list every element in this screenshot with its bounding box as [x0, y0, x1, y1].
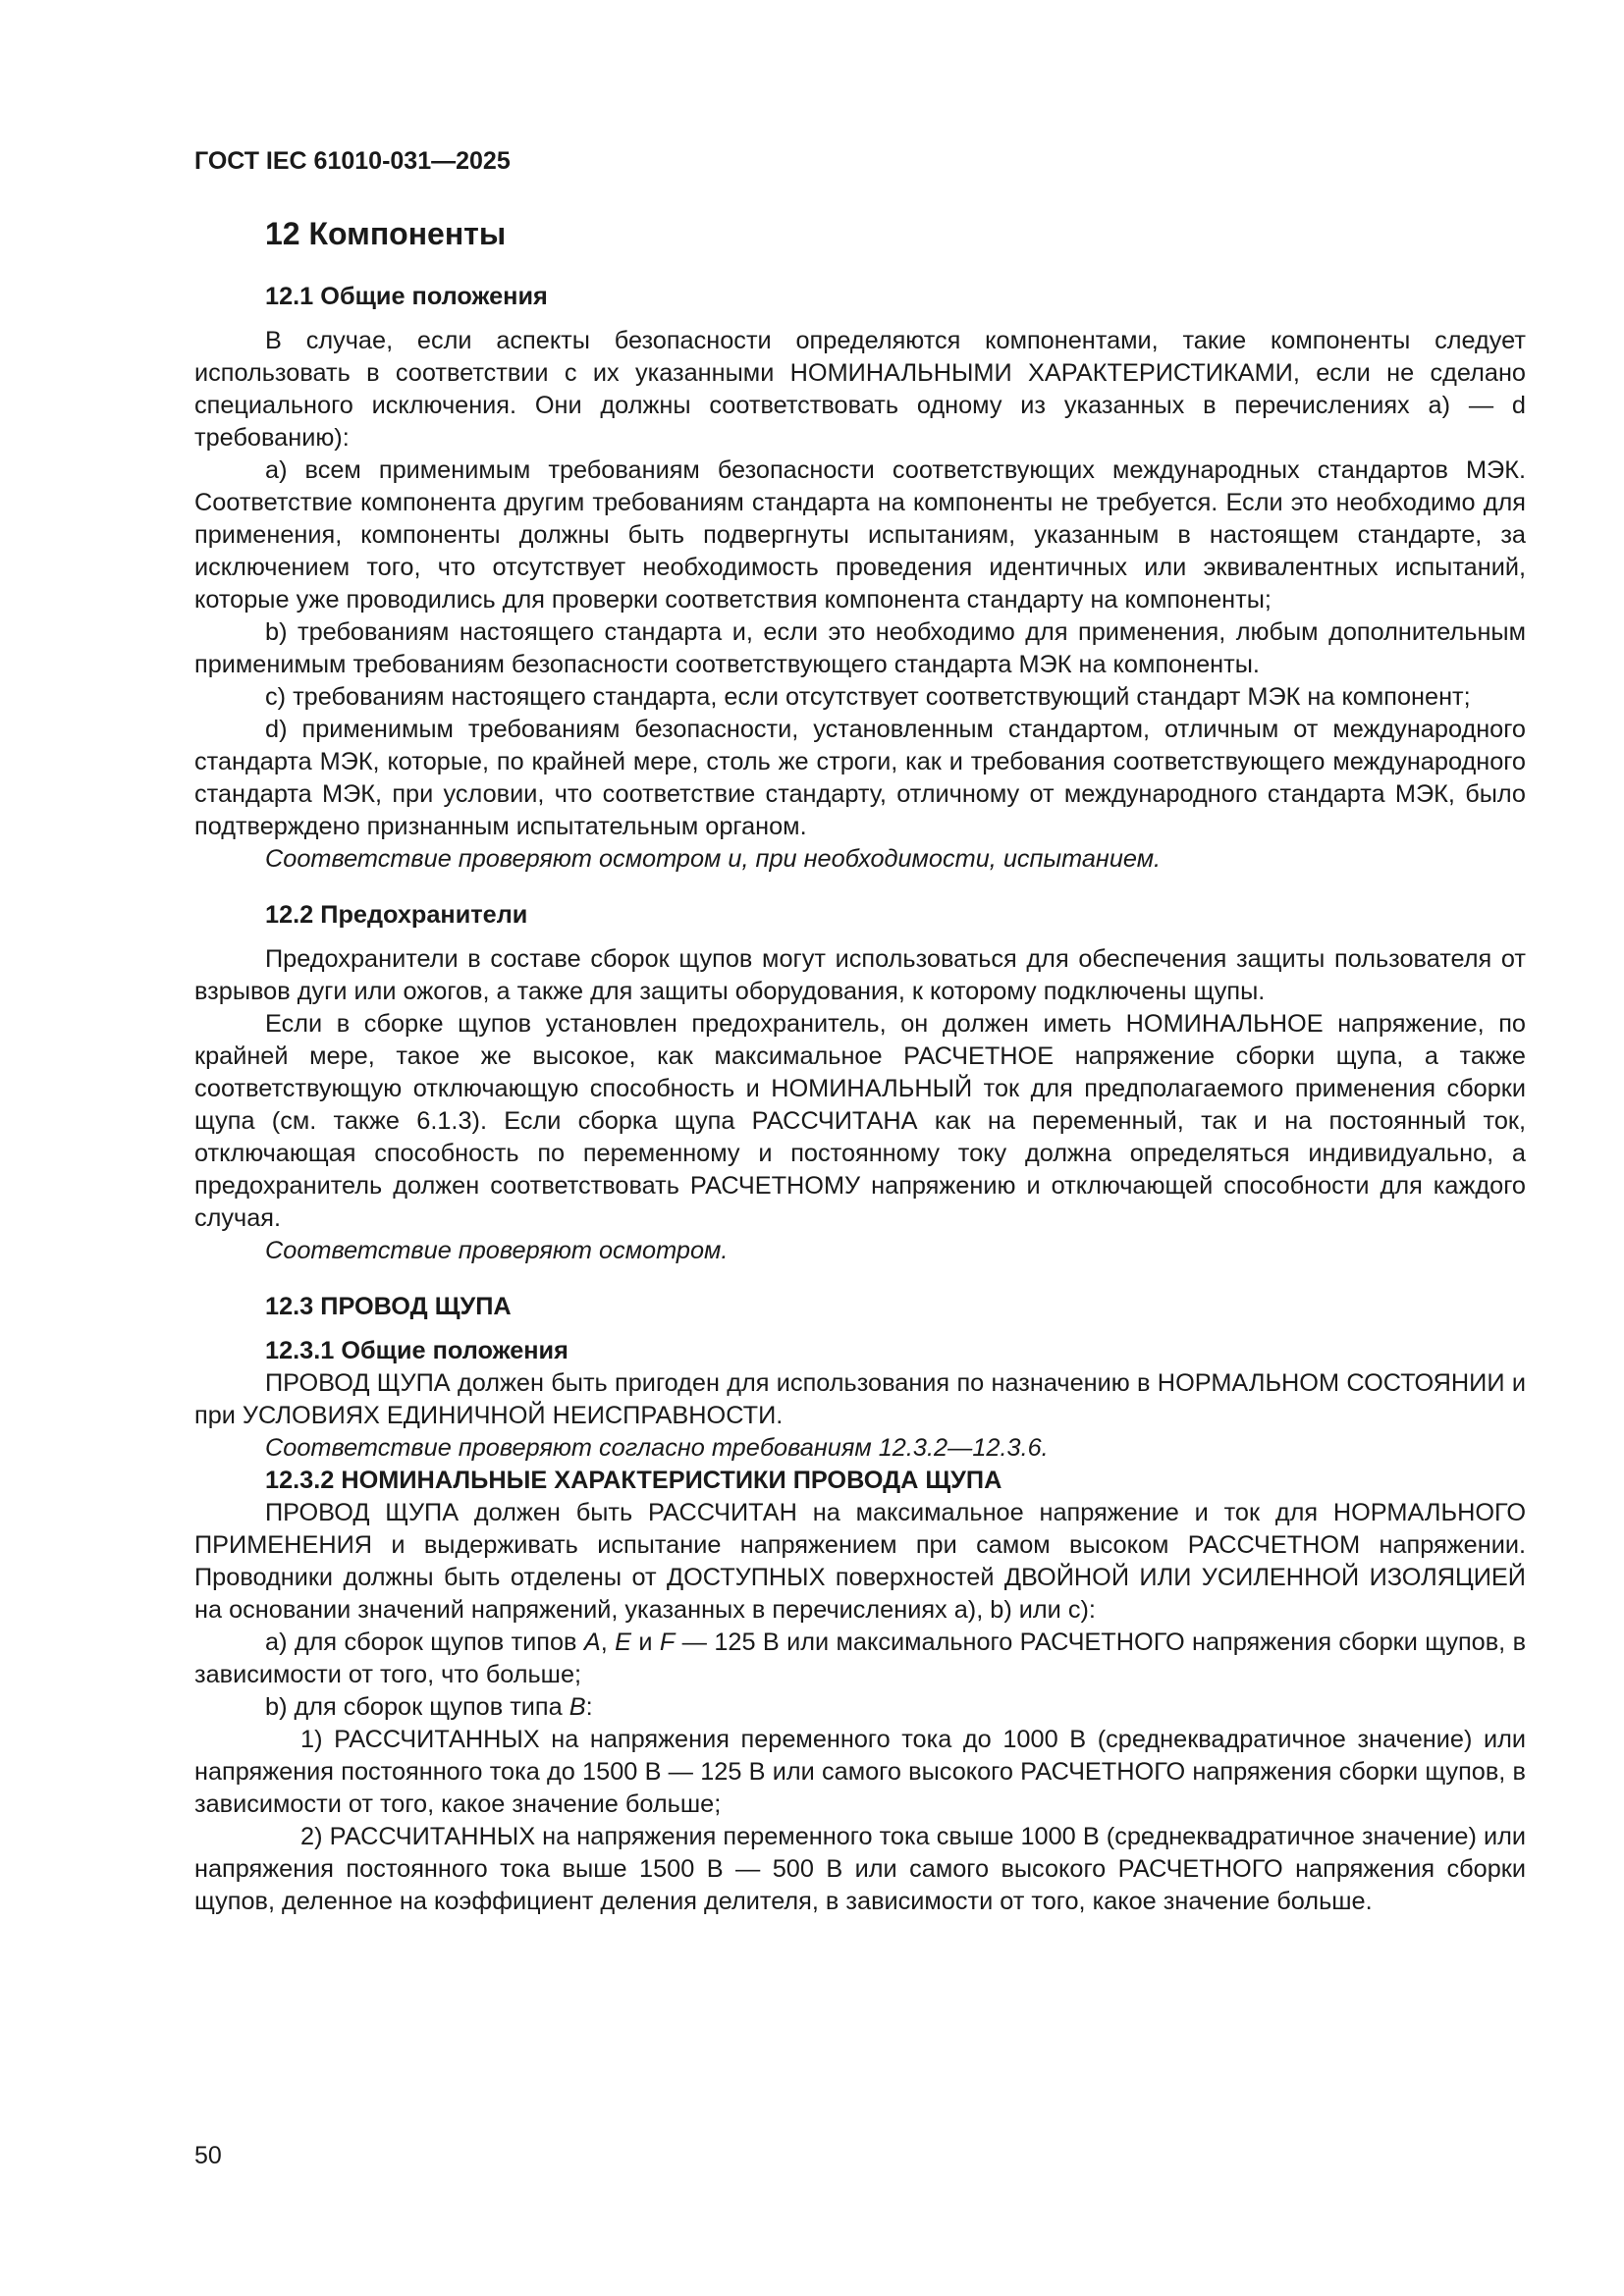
paragraph: Предохранители в составе сборок щупов могут использоваться для обеспечения защиты пользователя от взрывов дуги или ожогов, а также для защиты оборудования, к которому подключены щупы.	[194, 945, 1526, 1005]
section-12-3-2-title: 12.3.2 НОМИНАЛЬНЫЕ ХАРАКТЕРИСТИКИ ПРОВОДА ЩУПА	[265, 1467, 1002, 1494]
paragraph: ПРОВОД ЩУПА должен быть пригоден для использования по назначению в НОРМАЛЬНОМ СОСТОЯНИИ и при УСЛОВИЯХ ЕДИНИЧНОЙ НЕИСПРАВНОСТИ.	[194, 1369, 1526, 1429]
section-12-title: 12 Компоненты	[265, 216, 507, 251]
sub-list-item-1: 1) РАССЧИТАННЫХ на напряжения переменного тока до 1000 В (среднеквадратичное значение) или напряжения постоянного тока до 1500 В — 125 В или самого высокого РАСЧЕТНОГО напряжения сборки щупов, в зависимости от того, какое значение больше;	[194, 1726, 1526, 1818]
section-12-3-1-title: 12.3.1 Общие положения	[265, 1337, 568, 1364]
compliance-note: Соответствие проверяют осмотром.	[265, 1237, 729, 1264]
paragraph: Если в сборке щупов установлен предохранитель, он должен иметь НОМИНАЛЬНОЕ напряжение, по крайней мере, такое же высокое, как максимальное РАСЧЕТНОЕ напряжение сборки щупа, а также соответствующую отключающую способность и НОМИНАЛЬНЫЙ ток для предполагаемого применения сборки щупа (см. также 6.1.3). Если сборка щупа РАССЧИТАНА как на переменный, так и на постоянный ток, отключающая способность по переменному и постоянному току должна определяться индивидуально, а предохранитель должен соответствовать РАСЧЕТНОМУ напряжению и отключающей способности для каждого случая.	[194, 1010, 1526, 1232]
section-12-1-title: 12.1 Общие положения	[265, 283, 548, 310]
sub-list-item-2: 2) РАССЧИТАННЫХ на напряжения переменного тока свыше 1000 В (среднеквадратичное значение) или напряжения постоянного тока выше 1500 В — 500 В или самого высокого РАСЧЕТНОГО напряжения сборки щупов, деленное на коэффициент деления делителя, в зависимости от того, какое значение больше.	[194, 1823, 1526, 1915]
section-12-2-title: 12.2 Предохранители	[265, 901, 528, 929]
page-number: 50	[194, 2142, 222, 2169]
section-12-3-title: 12.3 ПРОВОД ЩУПА	[265, 1293, 512, 1320]
list-item-b: b) требованиям настоящего стандарта и, если это необходимо для применения, любым дополнительным применимым требованиям безопасности соответствующего стандарта МЭК на компоненты.	[194, 618, 1526, 678]
page-content	[194, 214, 1526, 1918]
compliance-note: Соответствие проверяют согласно требованиям 12.3.2—12.3.6.	[265, 1434, 1049, 1462]
list-item-b: b) для сборок щупов типа B:	[265, 1693, 593, 1721]
list-item-c: c) требованиям настоящего стандарта, если отсутствует соответствующий стандарт МЭК на компонент;	[265, 683, 1471, 711]
list-item-a: a) для сборок щупов типов A, E и F — 125 В или максимального РАСЧЕТНОГО напряжения сборки щупов, в зависимости от того, что больше;	[194, 1629, 1527, 1688]
paragraph: В случае, если аспекты безопасности определяются компонентами, такие компоненты следует использовать в соответствии с их указанными НОМИНАЛЬНЫМИ ХАРАКТЕРИСТИКАМИ, если не сделано специального исключения. Они должны соответствовать одному из указанных в перечислениях a) — d требованию):	[194, 327, 1526, 452]
list-item-d: d) применимым требованиям безопасности, установленным стандартом, отличным от международного стандарта МЭК, которые, по крайней мере, столь же строги, как и требования соответствующего международного стандарта МЭК, при условии, что соответствие стандарту, отличному от международного стандарта МЭК, было подтверждено признанным испытательным органом.	[194, 716, 1526, 840]
list-item-a: a) всем применимым требованиям безопасности соответствующих международных стандартов МЭК. Соответствие компонента другим требованиям стандарта на компоненты не требуется. Если это необходимо для применения, компоненты должны быть подвергнуты испытаниям, указанным в настоящем стандарте, за исключением того, что отсутствует необходимость проведения идентичных или эквивалентных испытаний, которые уже проводились для проверки соответствия компонента стандарту на компоненты;	[194, 456, 1526, 614]
document-id: ГОСТ IEC 61010-031—2025	[194, 147, 511, 175]
paragraph: ПРОВОД ЩУПА должен быть РАССЧИТАН на максимальное напряжение и ток для НОРМАЛЬНОГО ПРИМЕНЕНИЯ и выдерживать испытание напряжением при самом высоком РАССЧЕТНОМ напряжении. Проводники должны быть отделены от ДОСТУПНЫХ поверхностей ДВОЙНОЙ ИЛИ УСИЛЕННОЙ ИЗОЛЯЦИЕЙ на основании значений напряжений, указанных в перечислениях a), b) или c):	[194, 1499, 1526, 1624]
compliance-note: Соответствие проверяют осмотром и, при необходимости, испытанием.	[265, 845, 1162, 873]
